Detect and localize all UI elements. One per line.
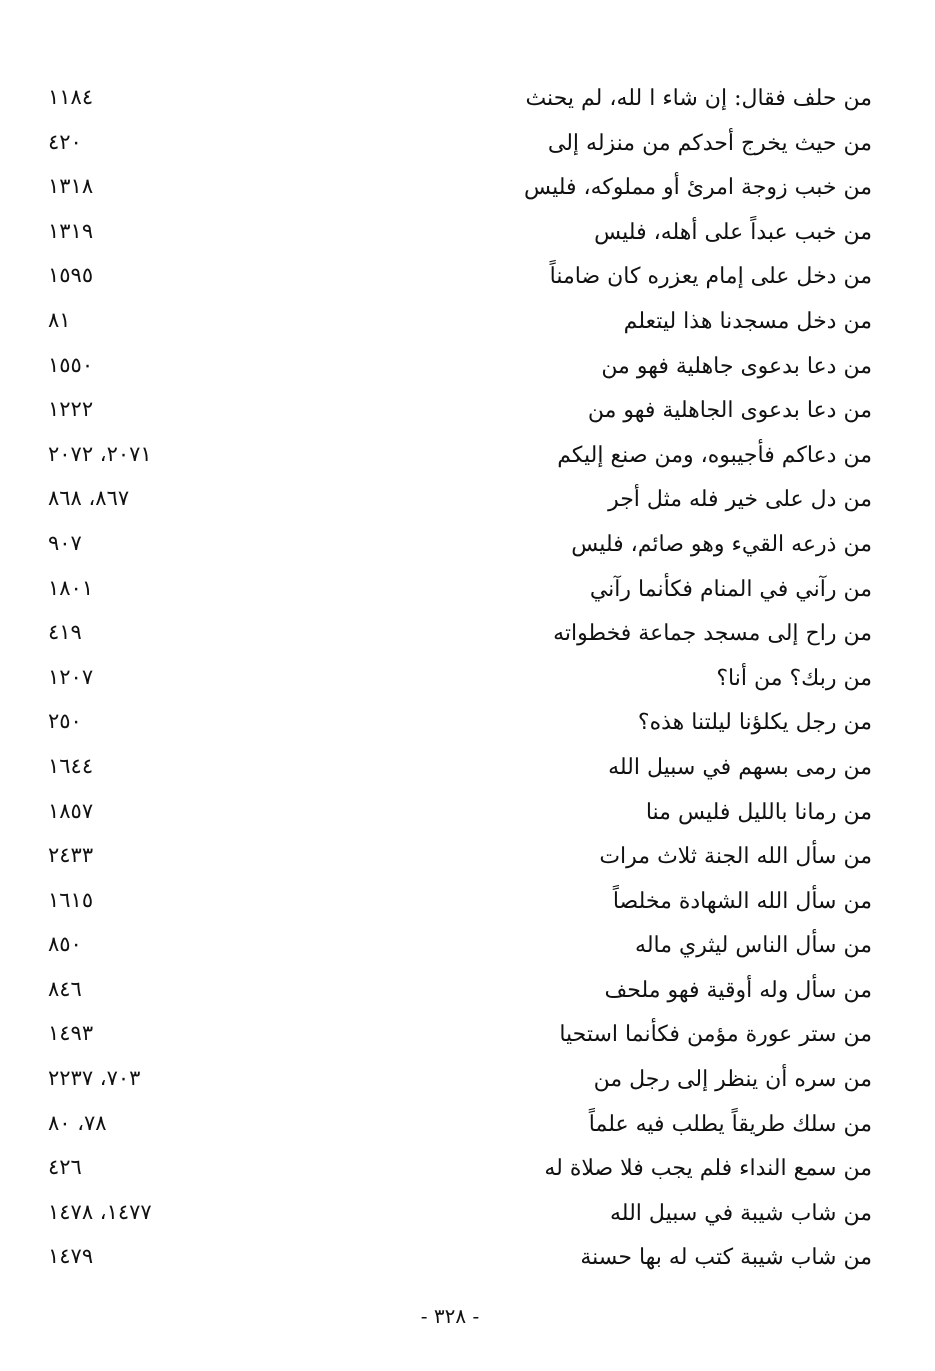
hadith-incipit: من سلك طريقاً يطلب فيه علماً xyxy=(588,1111,872,1137)
hadith-incipit: من سمع النداء فلم يجب فلا صلاة له xyxy=(544,1156,872,1182)
index-entry xyxy=(40,1014,880,1059)
index-entry xyxy=(40,390,880,435)
hadith-reference-numbers: ٢٥٠ xyxy=(48,709,82,734)
index-entry xyxy=(40,1059,880,1104)
index-entry xyxy=(40,1237,880,1282)
index-entry xyxy=(40,881,880,926)
hadith-incipit: من رآني في المنام فكأنما رآني xyxy=(589,576,872,602)
hadith-incipit: من رمانا بالليل فليس منا xyxy=(645,799,872,825)
index-entry xyxy=(40,702,880,747)
hadith-incipit: من راح إلى مسجد جماعة فخطواته xyxy=(553,621,872,647)
hadith-reference-numbers: ١٦١٥ xyxy=(48,887,94,912)
index-entry xyxy=(40,613,880,658)
index-entry xyxy=(40,1148,880,1193)
hadith-reference-numbers: ٨١ xyxy=(48,307,71,332)
hadith-incipit: من حيث يخرج أحدكم من منزله إلى xyxy=(547,130,872,156)
hadith-reference-numbers: ١٤٧٧، ١٤٧٨ xyxy=(48,1199,152,1224)
hadith-incipit: من دخل مسجدنا هذا ليتعلم xyxy=(623,308,872,334)
hadith-incipit: من رجل يكلؤنا ليلتنا هذه؟ xyxy=(637,710,872,736)
index-entry xyxy=(40,747,880,792)
index-entry xyxy=(40,524,880,569)
index-entry xyxy=(40,301,880,346)
hadith-reference-numbers: ٢٠٧١، ٢٠٧٢ xyxy=(48,441,152,466)
hadith-reference-numbers: ٨٤٦ xyxy=(48,976,82,1001)
hadith-reference-numbers: ١٣١٩ xyxy=(48,218,94,243)
index-entry xyxy=(40,569,880,614)
index-entry xyxy=(40,836,880,881)
hadith-reference-numbers: ١٣١٨ xyxy=(48,174,94,199)
hadith-incipit: من سأل وله أوقية فهو ملحف xyxy=(604,977,872,1003)
index-entry xyxy=(40,970,880,1015)
index-entry xyxy=(40,346,880,391)
hadith-reference-numbers: ٧٠٣، ٢٢٣٧ xyxy=(48,1066,141,1091)
index-entry xyxy=(40,792,880,837)
index-entry xyxy=(40,479,880,524)
hadith-reference-numbers: ٤٢٦ xyxy=(48,1155,82,1180)
index-entry xyxy=(40,658,880,703)
index-entry xyxy=(40,1104,880,1149)
hadith-reference-numbers: ٨٦٧، ٨٦٨ xyxy=(48,486,130,511)
hadith-reference-numbers: ٤٢٠ xyxy=(48,129,82,154)
hadith-reference-numbers: ١٦٤٤ xyxy=(48,753,94,778)
hadith-reference-numbers: ١٤٩٣ xyxy=(48,1021,94,1046)
hadith-incipit: من ستر عورة مؤمن فكأنما استحيا xyxy=(559,1022,872,1048)
index-entry xyxy=(40,435,880,480)
index-entry xyxy=(40,925,880,970)
hadith-incipit: من دل على خير فله مثل أجر xyxy=(608,487,872,513)
index-entry xyxy=(40,123,880,168)
hadith-reference-numbers: ١٢٢٢ xyxy=(48,397,94,422)
index-entry xyxy=(40,1193,880,1238)
hadith-incipit: من رمى بسهم في سبيل الله xyxy=(608,754,872,780)
hadith-reference-numbers: ٤١٩ xyxy=(48,620,82,645)
hadith-incipit: من سره أن ينظر إلى رجل من xyxy=(593,1067,872,1093)
hadith-incipit: من سأل الله الشهادة مخلصاً xyxy=(612,888,872,914)
hadith-reference-numbers: ١٤٧٩ xyxy=(48,1244,94,1269)
hadith-reference-numbers: ٨٥٠ xyxy=(48,932,82,957)
index-entry xyxy=(40,212,880,257)
hadith-incipit: من شاب شيبة كتب له بها حسنة xyxy=(580,1245,872,1271)
hadith-reference-numbers: ١١٨٤ xyxy=(48,85,94,109)
page-number: - ٣٢٨ - xyxy=(420,1304,480,1328)
hadith-reference-numbers: ١٨٥٧ xyxy=(48,798,94,823)
hadith-reference-numbers: ٧٨، ٨٠ xyxy=(48,1110,107,1135)
hadith-incipit: من شاب شيبة في سبيل الله xyxy=(610,1200,872,1226)
hadith-index-list xyxy=(40,78,880,1282)
hadith-incipit: من ربك؟ من أنا؟ xyxy=(716,665,872,691)
hadith-incipit: من دعا بدعوى جاهلية فهو من xyxy=(601,353,872,379)
hadith-reference-numbers: ٩٠٧ xyxy=(48,530,82,555)
index-entry xyxy=(40,256,880,301)
hadith-incipit: من ذرعه القيء وهو صائم، فليس xyxy=(571,531,872,557)
hadith-incipit: من سأل الله الجنة ثلاث مرات xyxy=(599,844,872,870)
hadith-incipit: من خبب عبداً على أهله، فليس xyxy=(594,219,872,245)
index-entry xyxy=(40,167,880,212)
hadith-reference-numbers: ٢٤٣٣ xyxy=(48,843,94,868)
hadith-reference-numbers: ١٥٩٥ xyxy=(48,263,94,288)
hadith-incipit: من خبب زوجة امرئ أو مملوكه، فليس xyxy=(524,175,872,201)
hadith-incipit: من حلف فقال: إن شاء ا لله، لم يحنث xyxy=(525,86,872,111)
index-entry xyxy=(40,78,880,123)
hadith-reference-numbers: ١٢٠٧ xyxy=(48,664,94,689)
hadith-incipit: من سأل الناس ليثري ماله xyxy=(635,933,872,959)
hadith-reference-numbers: ١٥٥٠ xyxy=(48,352,94,377)
hadith-incipit: من دعاكم فأجيبوه، ومن صنع إليكم xyxy=(557,442,872,468)
hadith-incipit: من دعا بدعوى الجاهلية فهو من xyxy=(587,398,872,424)
hadith-reference-numbers: ١٨٠١ xyxy=(48,575,94,600)
hadith-incipit: من دخل على إمام يعزره كان ضامناً xyxy=(549,264,872,290)
